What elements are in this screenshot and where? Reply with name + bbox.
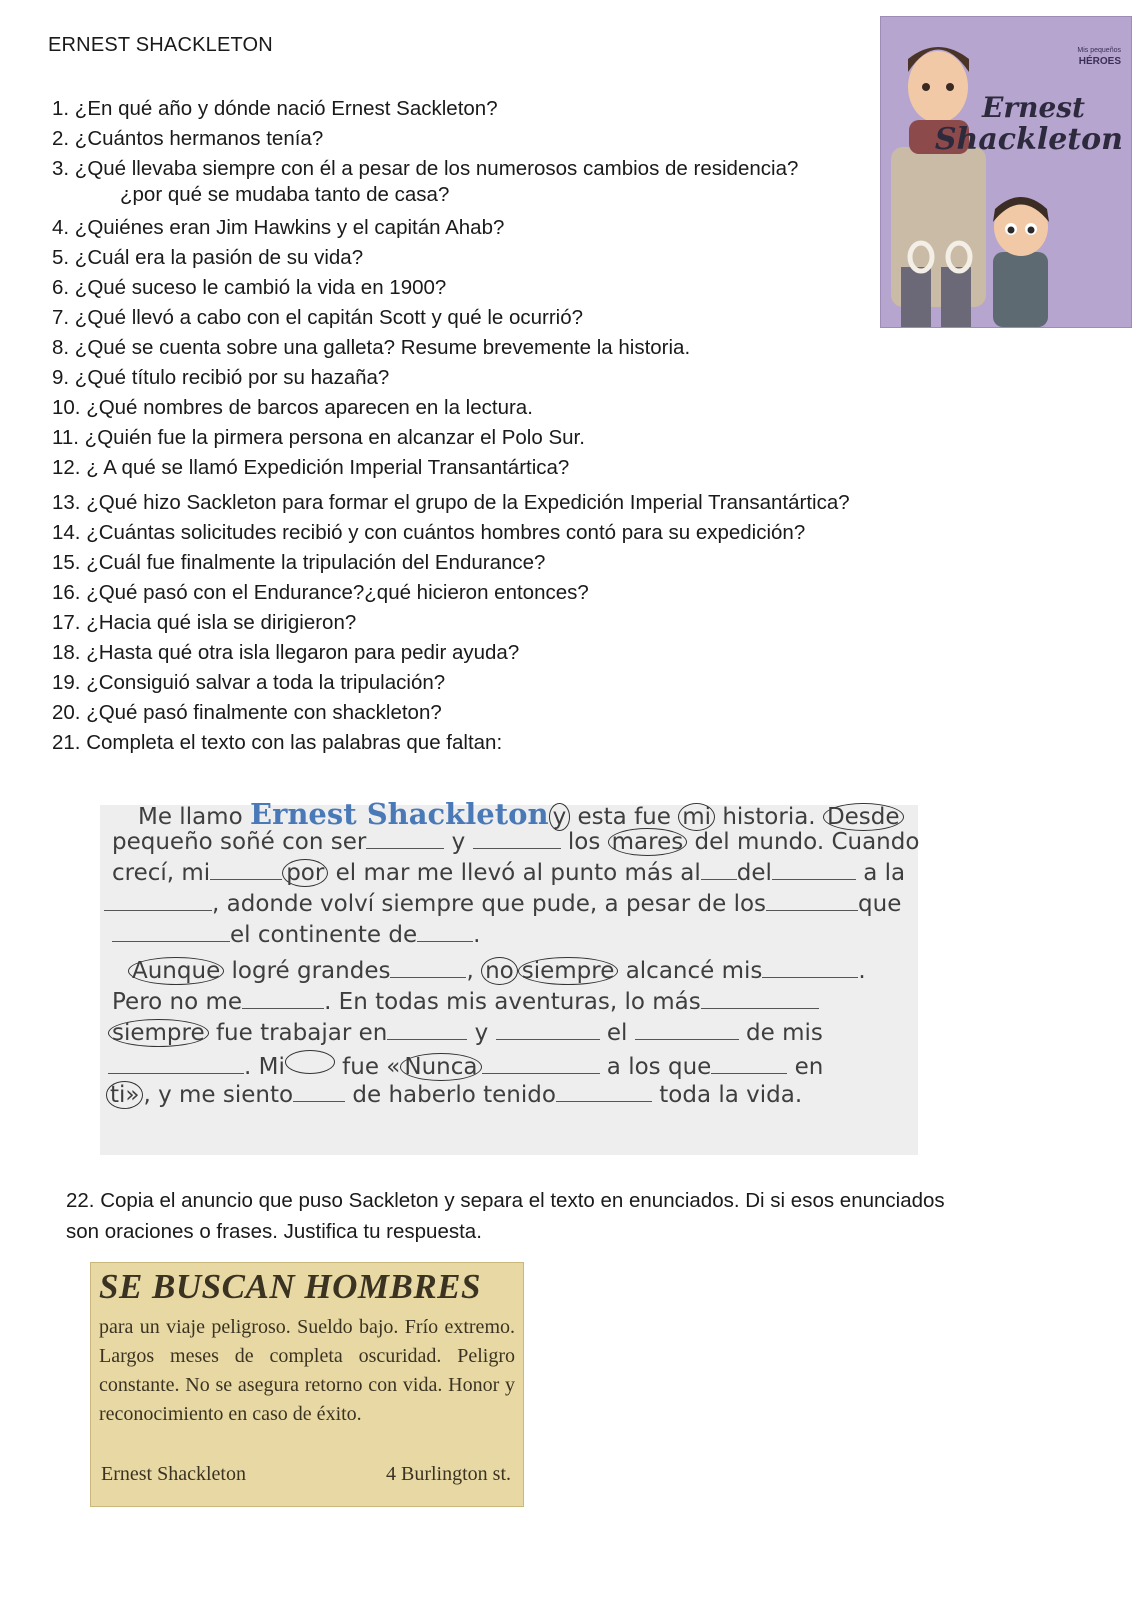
question-10: 10. ¿Qué nombres de barcos aparecen en la lectura. <box>52 396 533 419</box>
question-4: 4. ¿Quiénes eran Jim Hawkins y el capitán Ahab? <box>52 216 505 239</box>
fill-line-7: Pero no me . En todas mis aventuras, lo más <box>112 988 819 1015</box>
question-17: 17. ¿Hacia qué isla se dirigieron? <box>52 611 357 634</box>
fill-line-6: Aunque logré grandes , no siempre alcancé mis . <box>128 957 866 984</box>
fill-in-text-box <box>100 797 920 1155</box>
question-18: 18. ¿Hasta qué otra isla llegaron para pedir ayuda? <box>52 641 520 664</box>
fill-line-5: el continente de . <box>112 921 480 948</box>
cover-title: Ernest Shackleton <box>934 91 1123 157</box>
question-9: 9. ¿Qué título recibió por su hazaña? <box>52 366 390 389</box>
book-cover <box>880 16 1132 328</box>
question-7: 7. ¿Qué llevó a cabo con el capitán Scott y qué le ocurrió? <box>52 306 584 329</box>
question-19: 19. ¿Consiguió salvar a toda la tripulación? <box>52 671 446 694</box>
fill-line-4: , adonde volví siempre que pude, a pesar de los que <box>104 890 901 917</box>
question-22: 22. Copia el anuncio que puso Sackleton y separa el texto en enunciados. Di si esos enunciados son oraciones o frases. Justifica tu respuesta. <box>66 1189 945 1243</box>
fill-line-2: pequeño soñé con ser y los mares del mundo. Cuando <box>112 829 920 855</box>
question-6: 6. ¿Qué suceso le cambió la vida en 1900? <box>52 276 447 299</box>
ad-body: para un viaje peligroso. Sueldo bajo. Frío extremo. Largos meses de completa oscuridad. Peligro constante. No se asegura retorno con vida. Honor y reconocimiento en caso de éxito. <box>99 1316 515 1425</box>
fill-line-8: siempre fue trabajar en y el de mis <box>108 1019 823 1046</box>
fill-line-9: . Mi fue « Nunca a los que en <box>108 1050 823 1080</box>
question-13: 13. ¿Qué hizo Sackleton para formar el grupo de la Expedición Imperial Transantártica? <box>52 491 850 514</box>
question-2: 2. ¿Cuántos hermanos tenía? <box>52 127 324 150</box>
fill-line-3: crecí, mi por el mar me llevó al punto más al del a la <box>112 860 906 886</box>
cover-brand: Mis pequeños HÉROES <box>1077 47 1121 67</box>
ad-address: 4 Burlington st. <box>385 1463 511 1485</box>
newspaper-ad <box>90 1262 524 1507</box>
question-3 <box>52 156 798 208</box>
question-1: 1. ¿En qué año y dónde nació Ernest Sackleton? <box>52 97 498 120</box>
page-title: ERNEST SHACKLETON <box>48 34 273 56</box>
fill-line-10: ti» , y me siento de haberlo tenido toda la vida. <box>106 1081 802 1108</box>
question-21: 21. Completa el texto con las palabras que faltan: <box>52 731 503 754</box>
question-14: 14. ¿Cuántas solicitudes recibió y con cuántos hombres contó para su expedición? <box>52 521 806 544</box>
ad-heading: SE BUSCAN HOMBRES <box>99 1267 481 1306</box>
question-11: 11. ¿Quién fue la pirmera persona en alcanzar el Polo Sur. <box>52 426 585 449</box>
ad-signature: Ernest Shackleton <box>101 1463 246 1485</box>
question-12: 12. ¿ A qué se llamó Expedición Imperial Transantártica? <box>52 456 570 479</box>
question-20: 20. ¿Qué pasó finalmente con shackleton? <box>52 701 442 724</box>
question-8: 8. ¿Qué se cuenta sobre una galleta? Resume brevemente la historia. <box>52 336 691 359</box>
question-3-text: 3. ¿Qué llevaba siempre con él a pesar de los numerosos cambios de residencia? <box>52 157 799 180</box>
question-3-sub: ¿por qué se mudaba tanto de casa? <box>120 183 450 206</box>
fill-line-1: Me llamo Ernest Shackleton y esta fue mi historia. Desde <box>138 797 904 831</box>
question-15: 15. ¿Cuál fue finalmente la tripulación del Endurance? <box>52 551 546 574</box>
question-5: 5. ¿Cuál era la pasión de su vida? <box>52 246 364 269</box>
question-16: 16. ¿Qué pasó con el Endurance?¿qué hicieron entonces? <box>52 581 589 604</box>
